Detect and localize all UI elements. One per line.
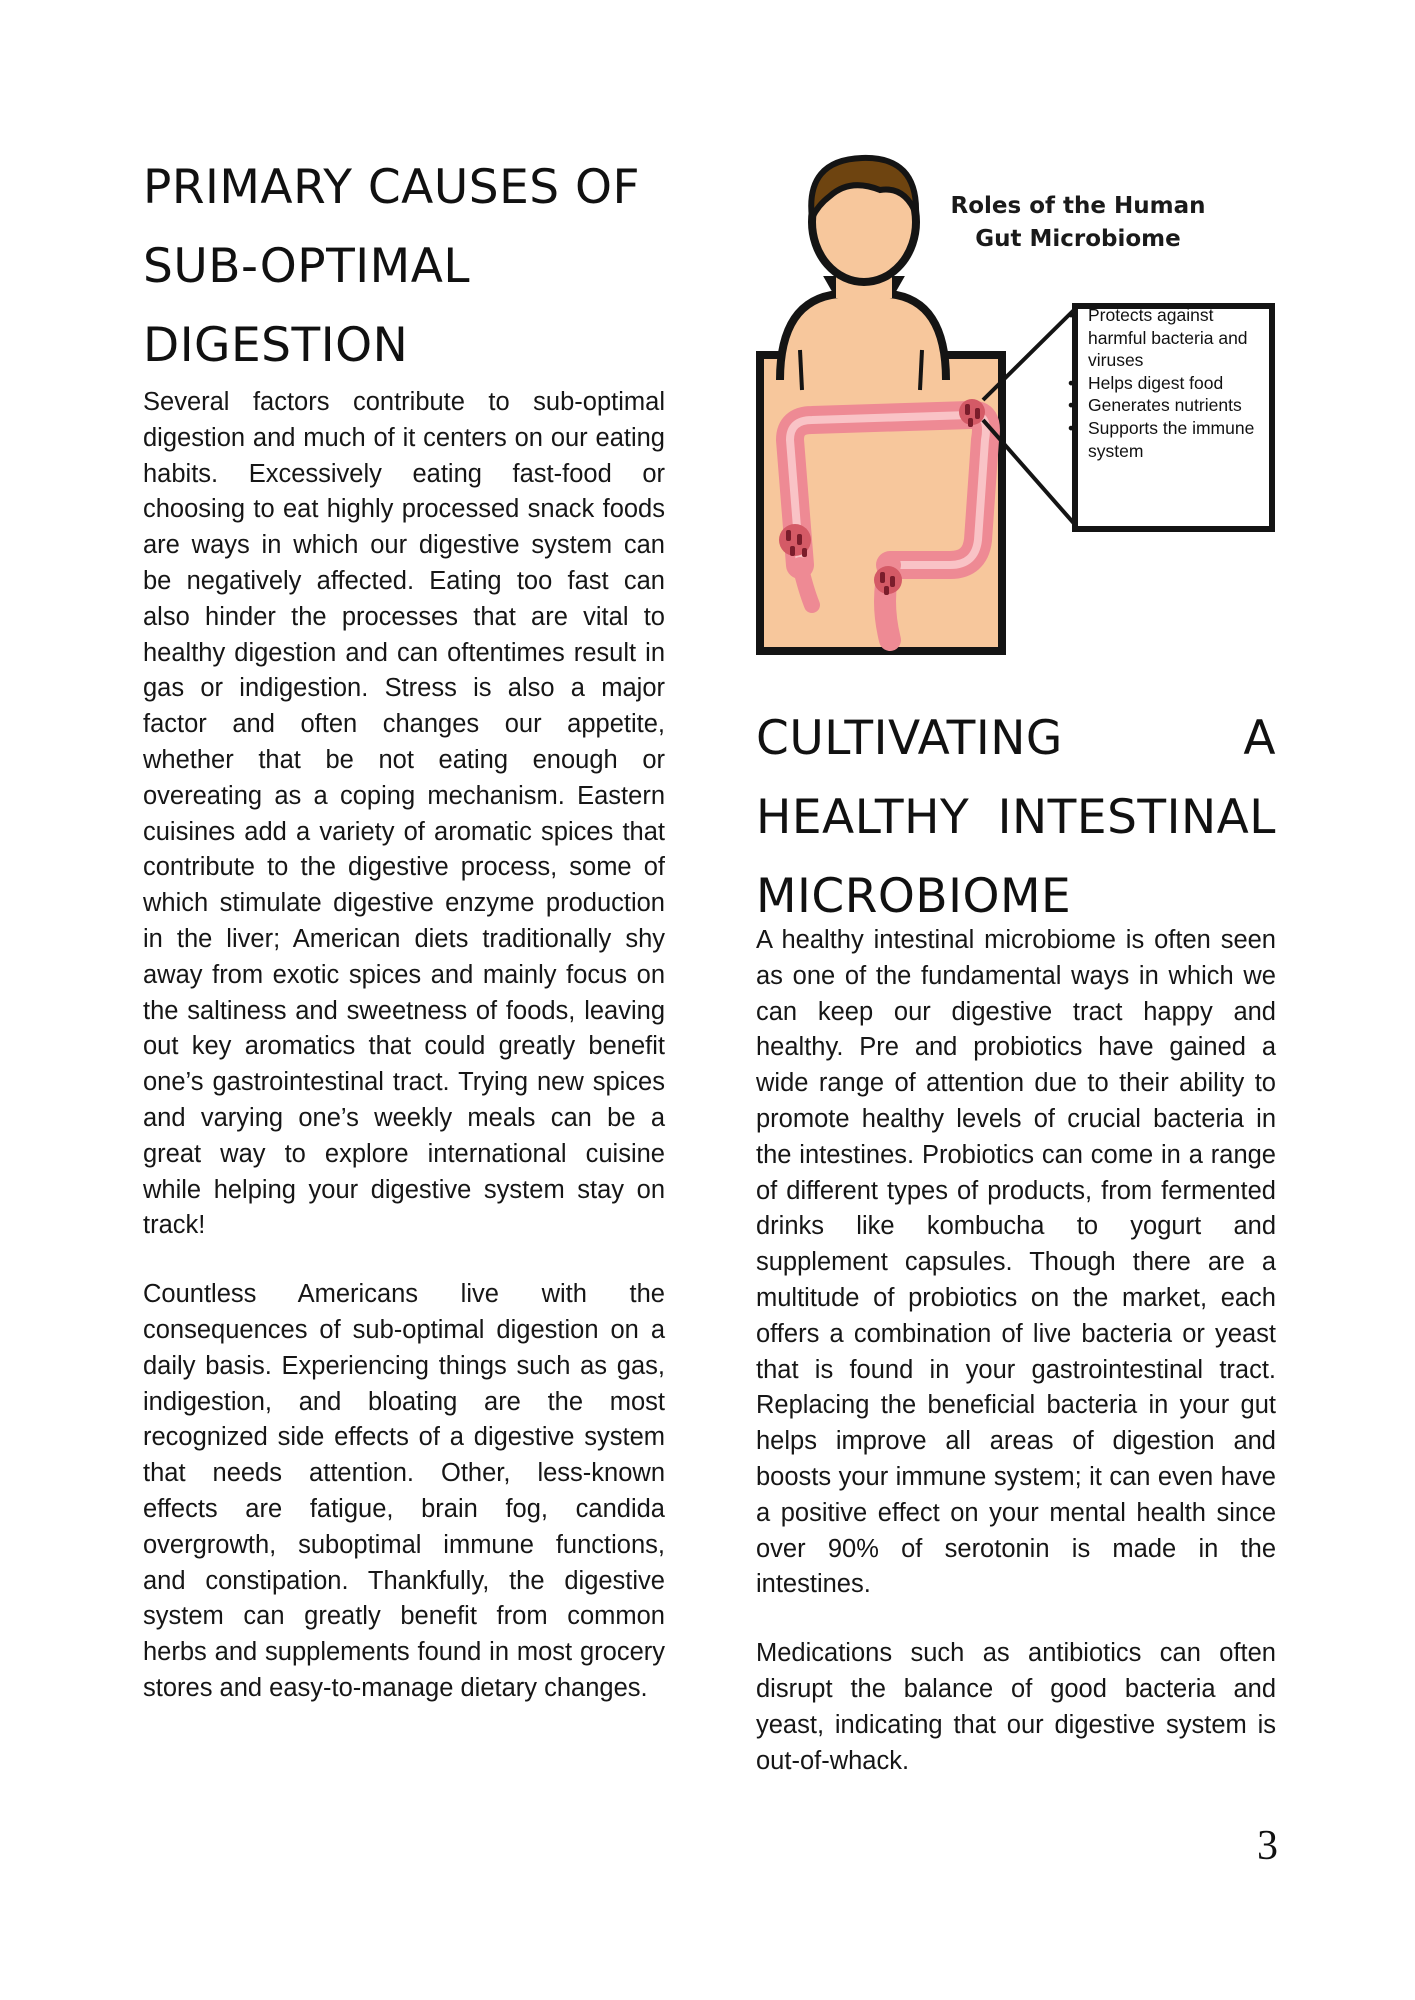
role-item: • Protects against harmful bacteria and viruses xyxy=(1068,304,1262,372)
heading-cultivating: CULTIVATING A HEALTHY INTESTINAL MICROBIOME xyxy=(756,711,1276,924)
role-item: • Supports the immune system xyxy=(1068,417,1262,462)
page-number: 3 xyxy=(1257,1823,1278,1869)
right-heading-block xyxy=(756,699,1276,936)
paragraph-causes: Several factors contribute to sub-optimal digestion and much of it centers on our eating habits. Excessively eating fast-food or choosing to eat highly processed snack foods are ways in which our digestive system can be negatively affected. Eating too fast can also hinder the processes that are vital to healthy digestion and can oftentimes result in gas or indigestion. Stress is also a major factor and often changes our appetite, whether that be not eating enough or overeating as a coping mechanism. Eastern cuisines add a variety of aromatic spices that contribute to the digestive process, some of which stimulate digestive enzyme production in the liver; American diets traditionally shy away from exotic spices and mainly focus on the saltiness and sweetness of foods, leaving out key aromatics that could greatly benefit one’s gastrointestinal tract. Trying new spices and varying one’s weekly meals can be a great way to explore international cuisine while helping your digestive system stay on track! xyxy=(143,388,665,1240)
role-item: • Helps digest food xyxy=(1068,372,1262,395)
role-item: • Generates nutrients xyxy=(1068,394,1262,417)
right-column-text xyxy=(756,923,1276,1779)
figure-title: Roles of the Human Gut Microbiome xyxy=(950,193,1206,252)
left-column xyxy=(143,148,665,1707)
heading-primary-causes: PRIMARY CAUSES OF SUB-OPTIMAL DIGESTION xyxy=(143,160,641,373)
paragraph-microbiome: A healthy intestinal microbiome is often seen as one of the fundamental ways in which we can keep our digestive tract happy and healthy. Pre and probiotics have gained a wide range of attention due to their ability to promote healthy levels of crucial bacteria in the intestines. Probiotics can come in a range of different types of products, from fermented drinks like kombucha to yogurt and supplement capsules. Though there are a multitude of probiotics on the market, each offers a combination of live bacteria or yeast that is found in your gastrointestinal tract. Replacing the beneficial bacteria in your gut helps improve all areas of digestion and boosts your immune system; it can even have a positive effect on your mental health since over 90% of serotonin is made in the intestines. xyxy=(756,926,1276,1599)
microbiome-roles-list xyxy=(1068,304,1262,462)
paragraph-medications: Medications such as antibiotics can often disrupt the balance of good bacteria and yeast, indicating that our digestive system is out-of-whack. xyxy=(756,1639,1276,1775)
paragraph-consequences: Countless Americans live with the consequences of sub-optimal digestion on a daily basis. Experiencing things such as gas, indigestion, and bloating are the most recognized side effects of a digestive system that needs attention. Other, less-known effects are fatigue, brain fog, candida overgrowth, suboptimal immune functions, and constipation. Thankfully, the digestive system can greatly benefit from common herbs and supplements found in most grocery stores and easy-to-manage dietary changes. xyxy=(143,1280,665,1702)
